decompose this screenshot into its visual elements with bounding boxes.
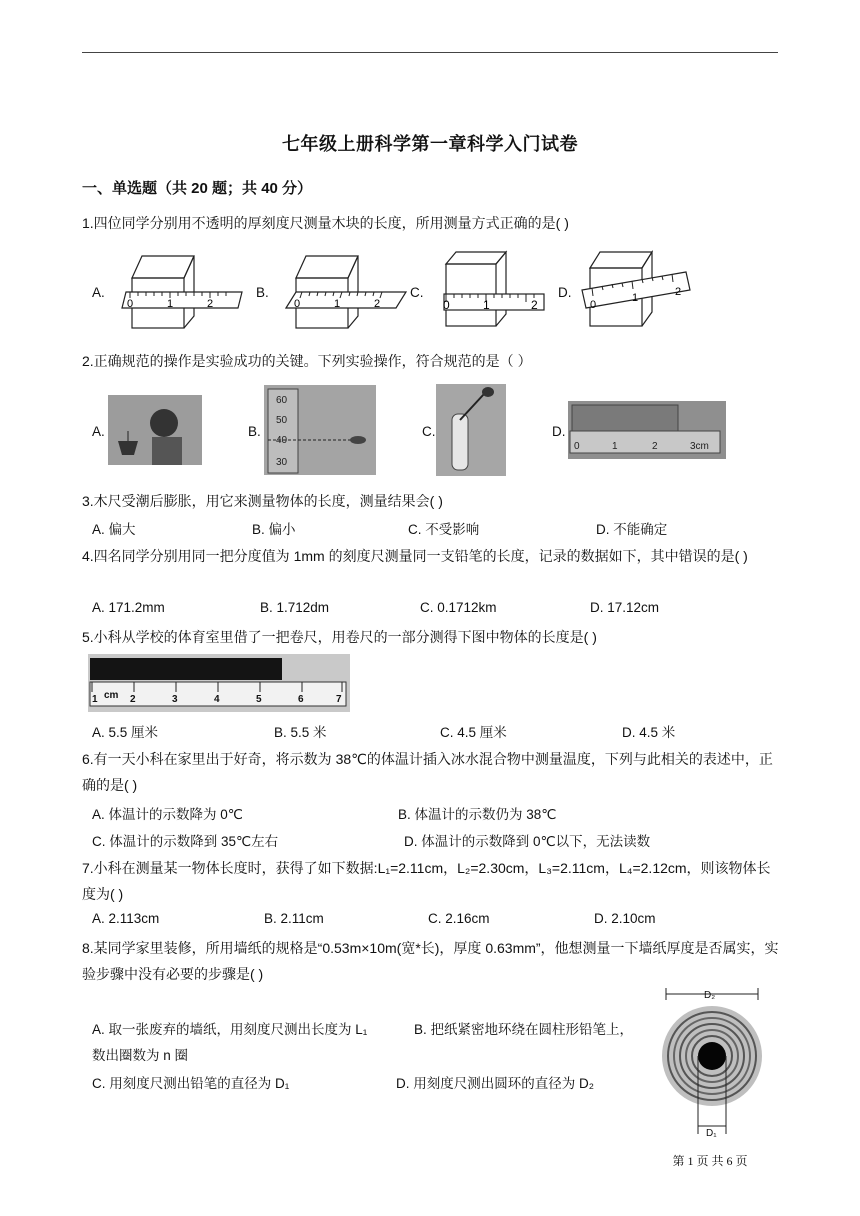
q6-option-c[interactable]: C. 体温计的示数降到 35℃左右 [92,834,279,849]
svg-text:0: 0 [590,299,597,311]
q5-option-a[interactable]: A. 5.5 厘米 [92,725,159,740]
question-2-text: 2.正确规范的操作是实验成功的关键。下列实验操作，符合规范的是（ ） [82,353,532,369]
q8-option-b-continued: 数出圈数为 n 圈 [92,1048,189,1063]
q7-option-b[interactable]: B. 2.11cm [264,911,324,926]
q1-figure-b [282,248,412,330]
q5-option-b[interactable]: B. 5.5 米 [274,725,327,740]
q1a-tick-1: 1 [167,298,174,310]
svg-text:60: 60 [276,395,288,406]
q5-tape-measure-figure [88,654,350,712]
question-6-text: 6.有一天小科在家里出于好奇，将示数为 38℃的体温计插入冰水混合物中测量温度，下列与此相关的表述中，正确的是( ) [82,751,773,793]
q1a-tick-0: 0 [127,298,134,310]
q3-option-d[interactable]: D. 不能确定 [596,522,668,537]
q8-option-d[interactable]: D. 用刻度尺测出圆环的直径为 D₂ [396,1076,594,1091]
q2-option-a-label[interactable]: A. [92,424,105,439]
q2-option-d-label[interactable]: D. [552,424,566,439]
svg-text:40: 40 [276,435,288,446]
top-rule [82,52,778,53]
q2-option-b-label[interactable]: B. [248,424,261,439]
svg-text:1: 1 [92,694,98,705]
svg-text:D₂: D₂ [704,990,716,1001]
q1a-tick-2: 2 [207,298,214,310]
q3-option-c[interactable]: C. 不受影响 [408,522,480,537]
q4-option-c[interactable]: C. 0.1712km [420,600,497,615]
q6-option-a[interactable]: A. 体温计的示数降为 0℃ [92,807,243,822]
q5-option-d[interactable]: D. 4.5 米 [622,725,676,740]
q4-option-a[interactable]: A. 171.2mm [92,600,165,615]
svg-text:5: 5 [256,694,262,705]
svg-text:3: 3 [172,694,178,705]
q4-option-d[interactable]: D. 17.12cm [590,600,660,615]
q7-option-a[interactable]: A. 2.113cm [92,911,160,926]
svg-text:2: 2 [374,298,381,310]
svg-text:30: 30 [276,457,288,468]
q7-option-c[interactable]: C. 2.16cm [428,911,490,926]
svg-text:50: 50 [276,415,288,426]
question-4-text: 4.四名同学分别用同一把分度值为 1mm 的刻度尺测量同一支铅笔的长度，记录的数据如下，其中错误的是( ) [82,548,748,564]
q1-figure-c [436,248,552,330]
q2-photo-b-cylinder [264,385,376,475]
q8-option-c[interactable]: C. 用刻度尺测出铅笔的直径为 D₁ [92,1076,290,1091]
svg-text:0: 0 [443,298,450,312]
q3-option-b[interactable]: B. 偏小 [252,522,296,537]
svg-text:1: 1 [612,441,618,452]
q6-option-b[interactable]: B. 体温计的示数仍为 38℃ [398,807,557,822]
q1-option-b-label[interactable]: B. [256,285,269,300]
question-3-text: 3.木尺受潮后膨胀，用它来测量物体的长度，测量结果会( ) [82,493,443,509]
svg-text:4: 4 [214,694,220,705]
q5-option-c[interactable]: C. 4.5 厘米 [440,725,507,740]
svg-text:1: 1 [334,298,341,310]
svg-text:1: 1 [483,298,490,312]
q7-option-d[interactable]: D. 2.10cm [594,911,656,926]
svg-text:7: 7 [336,694,342,705]
svg-text:3cm: 3cm [690,441,709,452]
question-8-text: 8.某同学家里装修，所用墙纸的规格是“0.53m×10m(宽*长)，厚度 0.63mm”，他想测量一下墙纸厚度是否属实，实验步骤中没有必要的步骤是( ) [82,940,779,982]
question-5-text: 5.小科从学校的体育室里借了一把卷尺，用卷尺的一部分测得下图中物体的长度是( ) [82,629,597,645]
q2-photo-a-smelling [108,395,202,465]
svg-text:0: 0 [294,298,301,310]
svg-text:2: 2 [675,286,682,298]
section-heading: 一、单选题（共 20 题；共 40 分） [82,180,313,197]
svg-text:2: 2 [531,298,538,312]
q2-option-c-label[interactable]: C. [422,424,436,439]
svg-text:6: 6 [298,694,304,705]
svg-text:0: 0 [574,441,580,452]
question-7-text: 7.小科在测量某一物体长度时，获得了如下数据:L₁=2.11cm，L₂=2.30cm，L₃=2.11cm，L₄=2.12cm，则该物体长度为( ) [82,860,771,902]
svg-text:2: 2 [130,694,136,705]
q8-option-a[interactable]: A. 取一张废弃的墙纸，用刻度尺测出长度为 L₁ [92,1022,368,1037]
svg-text:1: 1 [632,292,639,304]
q3-option-a[interactable]: A. 偏大 [92,522,136,537]
question-1-text: 1.四位同学分别用不透明的厚刻度尺测量木块的长度，所用测量方式正确的是( ) [82,215,569,231]
q6-option-d[interactable]: D. 体温计的示数降到 0℃以下，无法读数 [404,834,651,849]
svg-text:D₁: D₁ [706,1128,717,1139]
page-footer: 第 1 页 共 6 页 [672,1154,748,1168]
svg-text:2: 2 [652,441,658,452]
q1-option-c-label[interactable]: C. [410,285,424,300]
q1-figure-d [580,246,700,330]
q2-photo-c-dropper [436,384,506,476]
q1-option-d-label[interactable]: D. [558,285,572,300]
q4-option-b[interactable]: B. 1.712dm [260,600,330,615]
q8-option-b[interactable]: B. 把纸紧密地环绕在圆柱形铅笔上， [414,1022,634,1037]
q8-coil-figure [658,984,768,1144]
q1-figure-a [118,248,248,330]
svg-text:cm: cm [104,690,119,701]
q1-option-a-label[interactable]: A. [92,285,105,300]
page-title: 七年级上册科学第一章科学入门试卷 [282,134,578,154]
q2-photo-d-ruler [568,401,726,459]
